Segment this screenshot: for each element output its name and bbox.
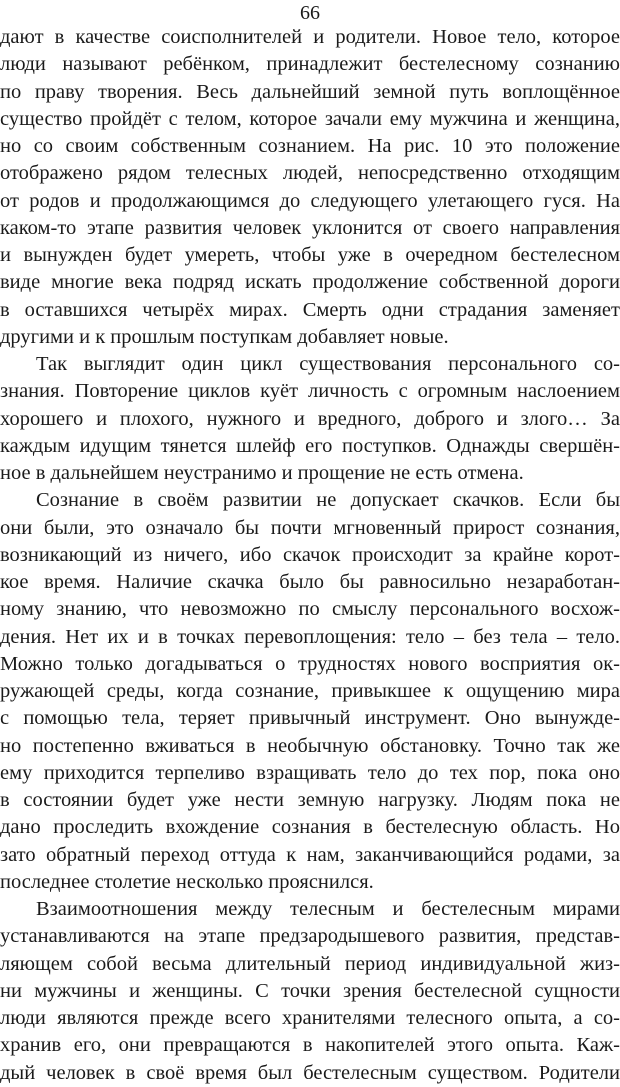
- text-line: дано проследить вхождение сознания в бестелесную область. Но: [0, 816, 620, 839]
- text-line: ружающей среды, когда сознание, привыкшее к ощущению мира: [0, 680, 620, 702]
- text-line: люди являются прежде всего хранителями телесного опыта, а со-: [0, 1007, 620, 1029]
- text-line: ному знанию, что невозможно по смыслу персонального восхож-: [0, 598, 620, 621]
- page-number: 66: [300, 2, 320, 24]
- text-line: виде многие века подряд искать продолжение собственной дороги: [0, 271, 620, 294]
- text-line: последнее столетие несколько прояснился.: [0, 870, 374, 893]
- body-text: [0, 24, 620, 1087]
- text-line: зато обратный переход оттуда к нам, заканчивающийся родами, за: [0, 843, 620, 866]
- text-line: от родов и продолжающимся до следующего улетающего гуся. На: [0, 189, 620, 212]
- text-line: по праву творения. Весь дальнейший земной путь воплощённое: [0, 80, 620, 103]
- text-line: знания. Повторение циклов куёт личность с огромным наслоением: [0, 380, 620, 403]
- text-line: в состоянии будет уже нести земную нагрузку. Людям пока не: [0, 789, 620, 811]
- text-line: ни мужчины и женщины. С точки зрения бестелесной сущности: [0, 979, 620, 1002]
- text-line: устанавливаются на этапе предзародышевого развития, представ-: [0, 925, 620, 948]
- text-line: Можно только догадываться о трудностях нового восприятия ок-: [0, 652, 620, 675]
- text-line: каждым идущим тянется шлейф его поступков. Однажды свершён-: [0, 434, 620, 457]
- text-line: кое время. Наличие скачка было бы равносильно незаработан-: [0, 571, 620, 593]
- text-line: ное в дальнейшем неустранимо и прощение не есть отмена.: [0, 462, 524, 484]
- text-line: ему приходится терпеливо взращивать тело до тех пор, пока оно: [0, 761, 620, 784]
- text-line: существо пройдёт с телом, которое зачали ему мужчина и женщина,: [0, 107, 620, 130]
- text-line: Взаимоотношения между телесным и бестелесным мирами: [36, 898, 620, 920]
- text-line: с помощью тела, теряет привычный инструмент. Оно вынужде-: [0, 707, 620, 730]
- text-line: ляющем собой весьма длительный период индивидуальной жиз-: [0, 952, 620, 975]
- text-line: возникающий из ничего, ибо скачок происходит за крайне корот-: [0, 543, 620, 566]
- text-line: Сознание в своём развитии не допускает скачков. Если бы: [36, 489, 620, 512]
- text-line: они были, это означало бы почти мгновенный прирост сознания,: [0, 516, 620, 539]
- text-line: дый человек в своё время был бестелесным существом. Родители: [0, 1061, 620, 1084]
- text-line: отображено рядом телесных людей, непосредственно отходящим: [0, 162, 620, 185]
- text-line: люди называют ребёнком, принадлежит бестелесному сознанию: [0, 53, 620, 76]
- text-line: но постепенно вживаться в необычную обстановку. Точно так же: [0, 734, 620, 757]
- text-line: но со своим собственным сознанием. На рис. 10 это положение: [0, 135, 620, 157]
- text-line: дают в качестве соисполнителей и родители. Новое тело, которое: [0, 26, 620, 48]
- text-line: другими и к прошлым поступкам добавляет новые.: [0, 325, 449, 348]
- text-line: и вынужден будет умереть, чтобы уже в очередном бестелесном: [0, 244, 620, 266]
- text-line: хранив его, они превращаются в накопителей этого опыта. Каж-: [0, 1034, 620, 1057]
- text-line: в оставшихся четырёх мирах. Смерть одни страдания заменяет: [0, 298, 620, 321]
- text-line: каком-то этапе развития человек уклонится от своего направления: [0, 216, 620, 239]
- text-line: Так выглядит один цикл существования персонального со-: [36, 353, 620, 375]
- text-line: хорошего и плохого, нужного и вредного, доброго и злого… За: [0, 407, 620, 430]
- text-line: дения. Нет их и в точках перевоплощения: тело – без тела – тело.: [0, 625, 620, 648]
